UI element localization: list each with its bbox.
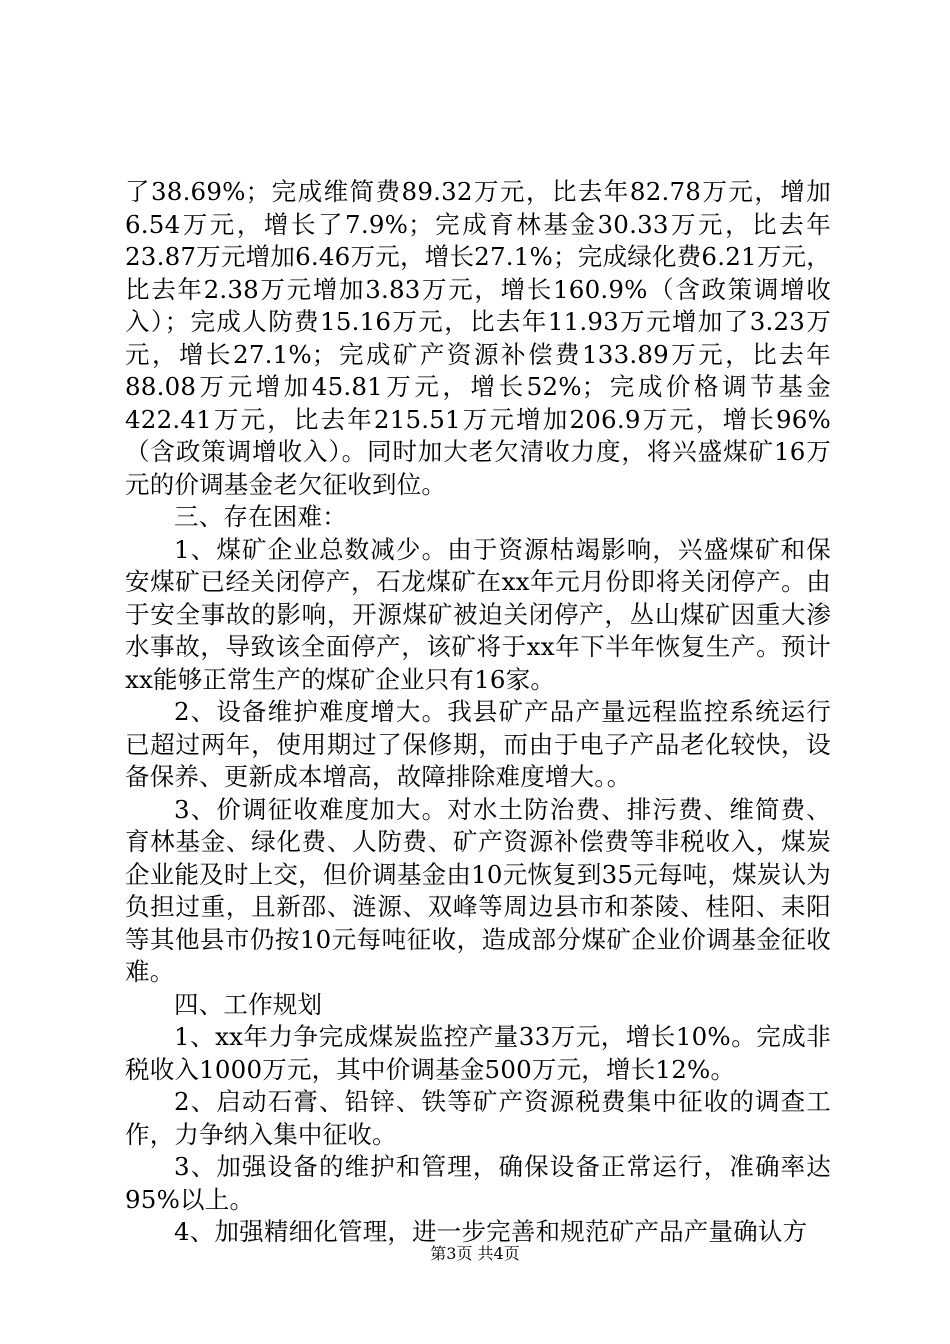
document-body (125, 176, 831, 1249)
paragraph-plan-4: 4、加强精细化管理，进一步完善和规范矿产品产量确认方 (174, 1217, 808, 1246)
paragraph-revenue-summary: 了38.69%；完成维简费89.32万元，比去年82.78万元，增加6.54万元，增长了7.9%；完成育林基金30.33万元，比去年23.87万元增加6.46万元，增长27.1%；完成绿化费6.21万元，比去年2.38万元增加3.83万元，增长160.9%（含政策调增收入）；完成人防费15.16万元，比去年11.93万元增加了3.23万元，增长27.1%；完成矿产资源补偿费133.89万元，比去年88.08万元增加45.81万元，增长52%；完成价格调节基金422.41万元，比去年215.51万元增加206.9万元，增长96%（含政策调增收入）。同时加大老欠清收力度，将兴盛煤矿16万元的价调基金老欠征收到位。 (125, 177, 831, 499)
paragraph-difficulty-2: 2、设备维护难度增大。我县矿产品产量远程监控系统运行已超过两年，使用期过了保修期，而由于电子产品老化较快，设备保养、更新成本增高，故障排除难度增大。。 (125, 697, 831, 791)
paragraph-difficulty-1: 1、煤矿企业总数减少。由于资源枯竭影响，兴盛煤矿和保安煤矿已经关闭停产，石龙煤矿在xx年元月份即将关闭停产。由于安全事故的影响，开源煤矿被迫关闭停产，丛山煤矿因重大渗水事故，导致该全面停产，该矿将于xx年下半年恢复生产。预计xx能够正常生产的煤矿企业只有16家。 (125, 534, 831, 694)
paragraph-plan-2: 2、启动石膏、铅锌、铁等矿产资源税费集中征收的调查工作，力争纳入集中征收。 (125, 1087, 831, 1149)
paragraph-plan-1: 1、xx年力争完成煤炭监控产量33万元，增长10%。完成非税收入1000万元，其中价调基金500万元，增长12%。 (125, 1022, 831, 1084)
paragraph-difficulty-3: 3、价调征收难度加大。对水土防治费、排污费、维简费、育林基金、绿化费、人防费、矿产资源补偿费等非税收入，煤炭企业能及时上交，但价调基金由10元恢复到35元每吨，煤炭认为负担过重，且新邵、涟源、双峰等周边县市和茶陵、桂阳、耒阳等其他县市仍按10元每吨征收，造成部分煤矿企业价调基金征收难。 (125, 794, 831, 986)
heading-work-plan: 四、工作规划 (174, 989, 323, 1019)
page-number-footer: 第3页 共4页 (430, 1244, 520, 1263)
heading-difficulties: 三、存在困难： (174, 502, 347, 531)
paragraph-plan-3: 3、加强设备的维护和管理，确保设备正常运行，准确率达95%以上。 (125, 1152, 831, 1214)
